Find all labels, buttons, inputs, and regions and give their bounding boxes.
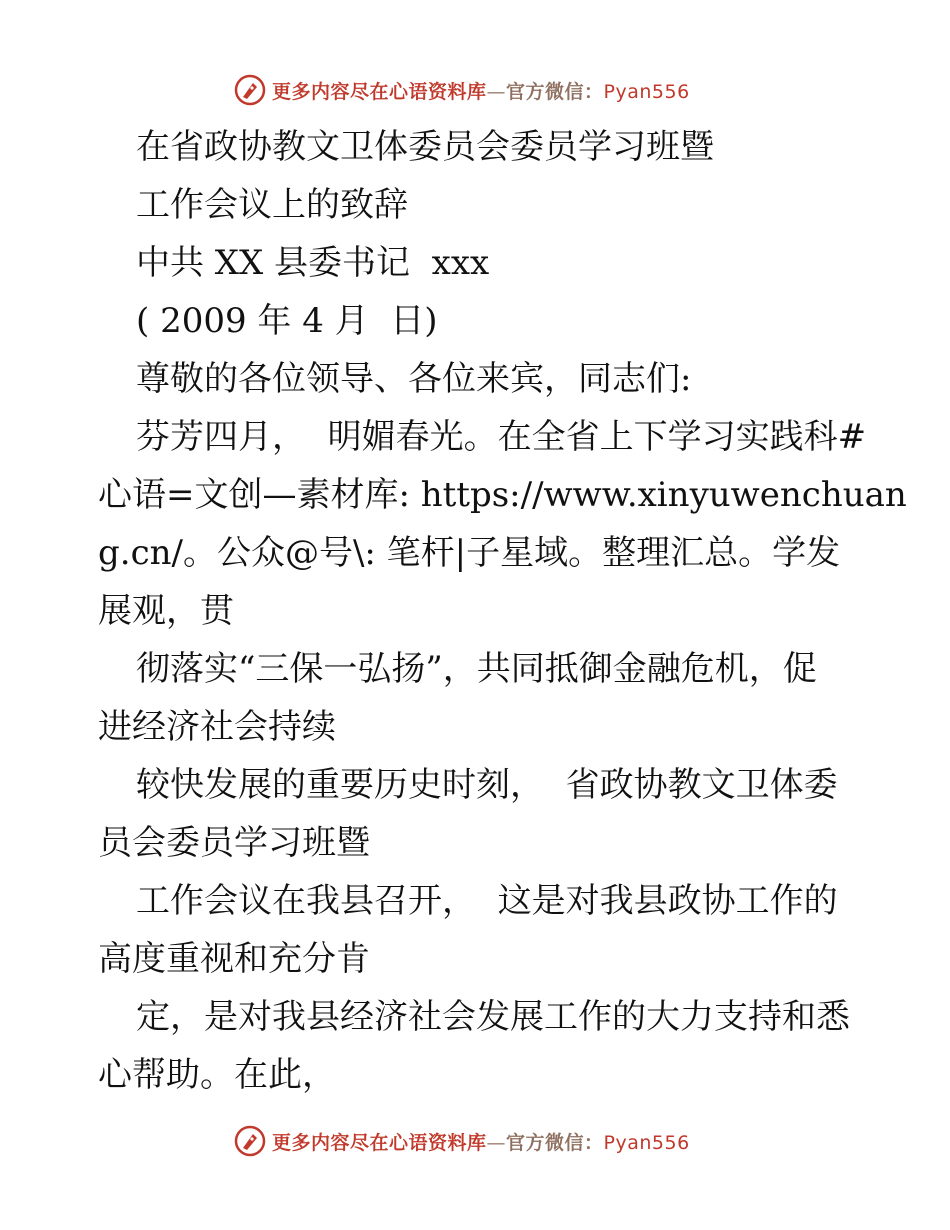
paragraph-line: 心语=文创—素材库: https://www.xinyuwenchuan <box>98 475 907 515</box>
footer-watermark <box>234 1121 690 1161</box>
pen-nib-circle-icon <box>234 1125 266 1157</box>
header-watermark <box>234 70 690 110</box>
watermark-dash: — <box>486 80 507 103</box>
paragraph-line: 较快发展的重要历史时刻， 省政协教文卫体委 <box>136 765 838 805</box>
paragraph-line: 定，是对我县经济社会发展工作的大力支持和悉 <box>136 997 850 1037</box>
watermark-main-text: 更多内容尽在心语资料库 <box>272 1131 487 1154</box>
paragraph-line: 高度重视和充分肯 <box>98 939 370 979</box>
title-line-2: 工作会议上的致辞 <box>136 185 408 225</box>
paragraph-line: 芬芳四月， 明媚春光。在全省上下学习实践科# <box>136 417 867 457</box>
paragraph-line: g.cn/。公众@号\: 笔杆|子星域。整理汇总。学发 <box>98 533 841 573</box>
paragraph-line: 工作会议在我县召开， 这是对我县政协工作的 <box>136 881 838 921</box>
paragraph-line: 心帮助。在此， <box>98 1055 336 1095</box>
title-line-1: 在省政协教文卫体委员会委员学习班暨 <box>136 127 714 167</box>
date-line: ( 2009 年 4 月 日) <box>136 301 438 341</box>
watermark-dash: — <box>486 1131 507 1154</box>
watermark-id: Pyan556 <box>603 80 690 103</box>
watermark-label: 官方微信： <box>506 80 604 103</box>
watermark-id: Pyan556 <box>603 1131 690 1154</box>
watermark-main-text: 更多内容尽在心语资料库 <box>272 80 487 103</box>
paragraph-line: 员会委员学习班暨 <box>98 823 370 863</box>
pen-nib-circle-icon <box>234 74 266 106</box>
paragraph-line: 进经济社会持续 <box>98 707 336 747</box>
paragraph-line: 展观，贯 <box>98 591 234 631</box>
paragraph-line: 彻落实“三保一弘扬”，共同抵御金融危机，促 <box>136 649 817 689</box>
author-line: 中共 XX 县委书记 xxx <box>136 243 490 283</box>
document-body <box>98 118 907 1104</box>
watermark-label: 官方微信： <box>506 1131 604 1154</box>
salutation-line: 尊敬的各位领导、各位来宾，同志们: <box>136 359 692 399</box>
